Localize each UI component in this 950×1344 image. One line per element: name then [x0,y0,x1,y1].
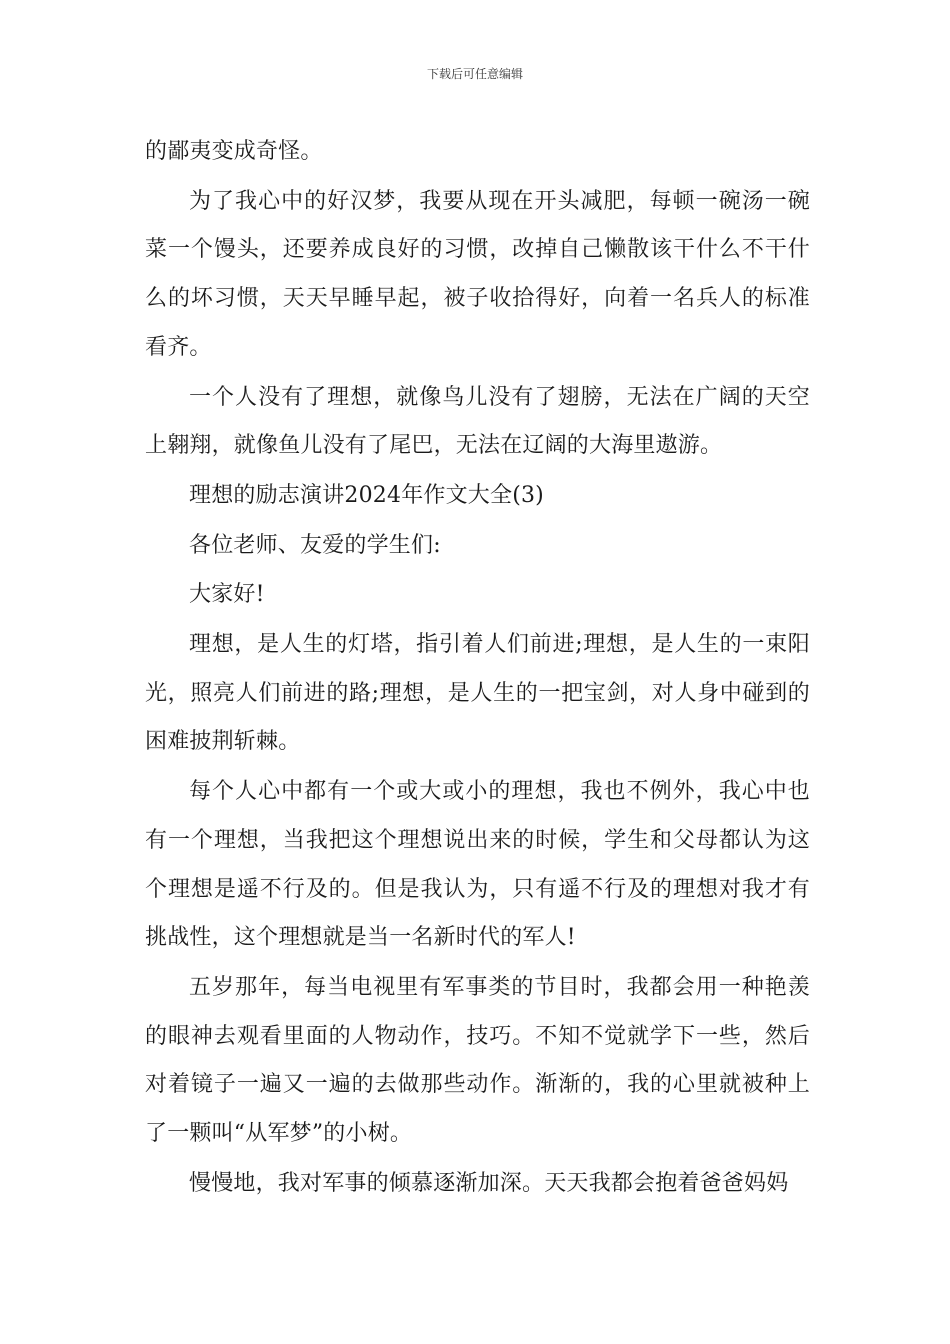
salutation: 各位老师、友爱的学生们: [189,532,441,558]
paragraph: 为了我心中的好汉梦，我要从现在开头减肥，每顿一碗汤一碗菜一个馒头，还要养成良好的习惯，改掉自己懒散该干什么不干什么的坏习惯，天天早睡早起，被子收拾得好，向着一名兵人的标准看齐。 [145,188,810,360]
paragraph-continuation: 的鄙夷变成奇怪。 [145,139,323,164]
essay-title: 理想的励志演讲2024年作文大全(3) [189,482,544,508]
paragraph: 慢慢地，我对军事的倾慕逐渐加深。天天我都会抱着爸爸妈妈 [189,1170,789,1196]
document-body [145,128,810,1209]
paragraph: 理想，是人生的灯塔，指引着人们前进;理想，是人生的一束阳光，照亮人们前进的路;理想，是人生的一把宝剑，对人身中碰到的困难披荆斩棘。 [145,632,810,755]
page-header-note: 下载后可任意编辑 [426,67,523,81]
greeting: 大家好! [189,582,265,608]
paragraph: 每个人心中都有一个或大或小的理想，我也不例外，我心中也有一个理想，当我把这个理想说出来的时候，学生和父母都认为这个理想是遥不行及的。但是我认为，只有遥不行及的理想对我才有挑战性，这个理想就是当一名新时代的军人! [145,779,810,951]
paragraph: 一个人没有了理想，就像鸟儿没有了翅膀，无法在广阔的天空上翱翔，就像鱼儿没有了尾巴，无法在辽阔的大海里遨游。 [145,384,810,459]
paragraph: 五岁那年，每当电视里有军事类的节目时，我都会用一种艳羡的眼神去观看里面的人物动作，技巧。不知不觉就学下一些，然后对着镜子一遍又一遍的去做那些动作。渐渐的，我的心里就被种上了一颗叫“从军梦”的小树。 [145,974,810,1147]
